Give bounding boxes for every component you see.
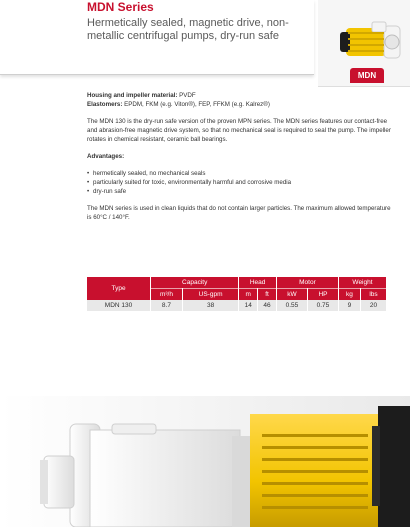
series-badge: MDN	[350, 68, 384, 83]
col-capacity: Capacity	[151, 277, 239, 289]
advantages-title: Advantages:	[87, 153, 125, 160]
usage: The MDN series is used in clean liquids that do not contain larger particles. The maximum allowed temperature is 60°C / 140°F.	[87, 205, 391, 221]
list-item: • dry-run safe	[87, 187, 392, 196]
table-cell: 20	[360, 300, 386, 311]
series-subtitle: Hermetically sealed, magnetic drive, non-metallic centrifugal pumps, dry-run safe	[87, 17, 289, 42]
table-row	[87, 300, 387, 311]
table-cell: 0.55	[276, 300, 307, 311]
series-title: MDN Series	[87, 0, 154, 14]
unit-cell: lbs	[360, 289, 386, 301]
unit-cell: HP	[307, 289, 338, 301]
advantages-list	[87, 169, 392, 196]
unit-cell: kg	[338, 289, 360, 301]
table-cell: MDN 130	[87, 300, 151, 311]
col-type: Type	[87, 277, 151, 300]
housing-value: PVDF	[179, 92, 196, 99]
list-item: • hermetically sealed, no mechanical seals	[87, 169, 392, 178]
col-motor: Motor	[276, 277, 338, 289]
table-cell: 9	[338, 300, 360, 311]
col-weight: Weight	[338, 277, 386, 289]
unit-cell: kW	[276, 289, 307, 301]
elastomers-value: EPDM, FKM (e.g. Viton®), FEP, FFKM (e.g. Kalrez®)	[124, 101, 270, 108]
table-cell: 0.75	[307, 300, 338, 311]
unit-cell: US-gpm	[182, 289, 238, 301]
col-head: Head	[239, 277, 277, 289]
table-cell: 14	[239, 300, 258, 311]
list-item: • particularly suited for toxic, environmentally harmful and corrosive media	[87, 178, 392, 187]
table-cell: 46	[258, 300, 277, 311]
unit-cell: m	[239, 289, 258, 301]
pump-photo	[0, 396, 410, 527]
description: The MDN 130 is the dry-run safe version of the proven MPN series. The MDN series features our contact-free and abrasion-free magnetic drive system, so that no mechanical seal is required to seal the pump. The impeller rotates in chemical resistant, ceramic ball bearings.	[87, 118, 391, 143]
unit-cell: ft	[258, 289, 277, 301]
spec-table	[87, 277, 387, 311]
header-box	[0, 0, 314, 75]
table-cell: 8.7	[151, 300, 183, 311]
content	[87, 91, 392, 230]
elastomers-label: Elastomers:	[87, 101, 123, 108]
table-header-row	[87, 277, 387, 289]
table-cell: 38	[182, 300, 238, 311]
materials	[87, 91, 392, 109]
unit-cell: m³/h	[151, 289, 183, 301]
housing-label: Housing and impeller material:	[87, 92, 178, 99]
